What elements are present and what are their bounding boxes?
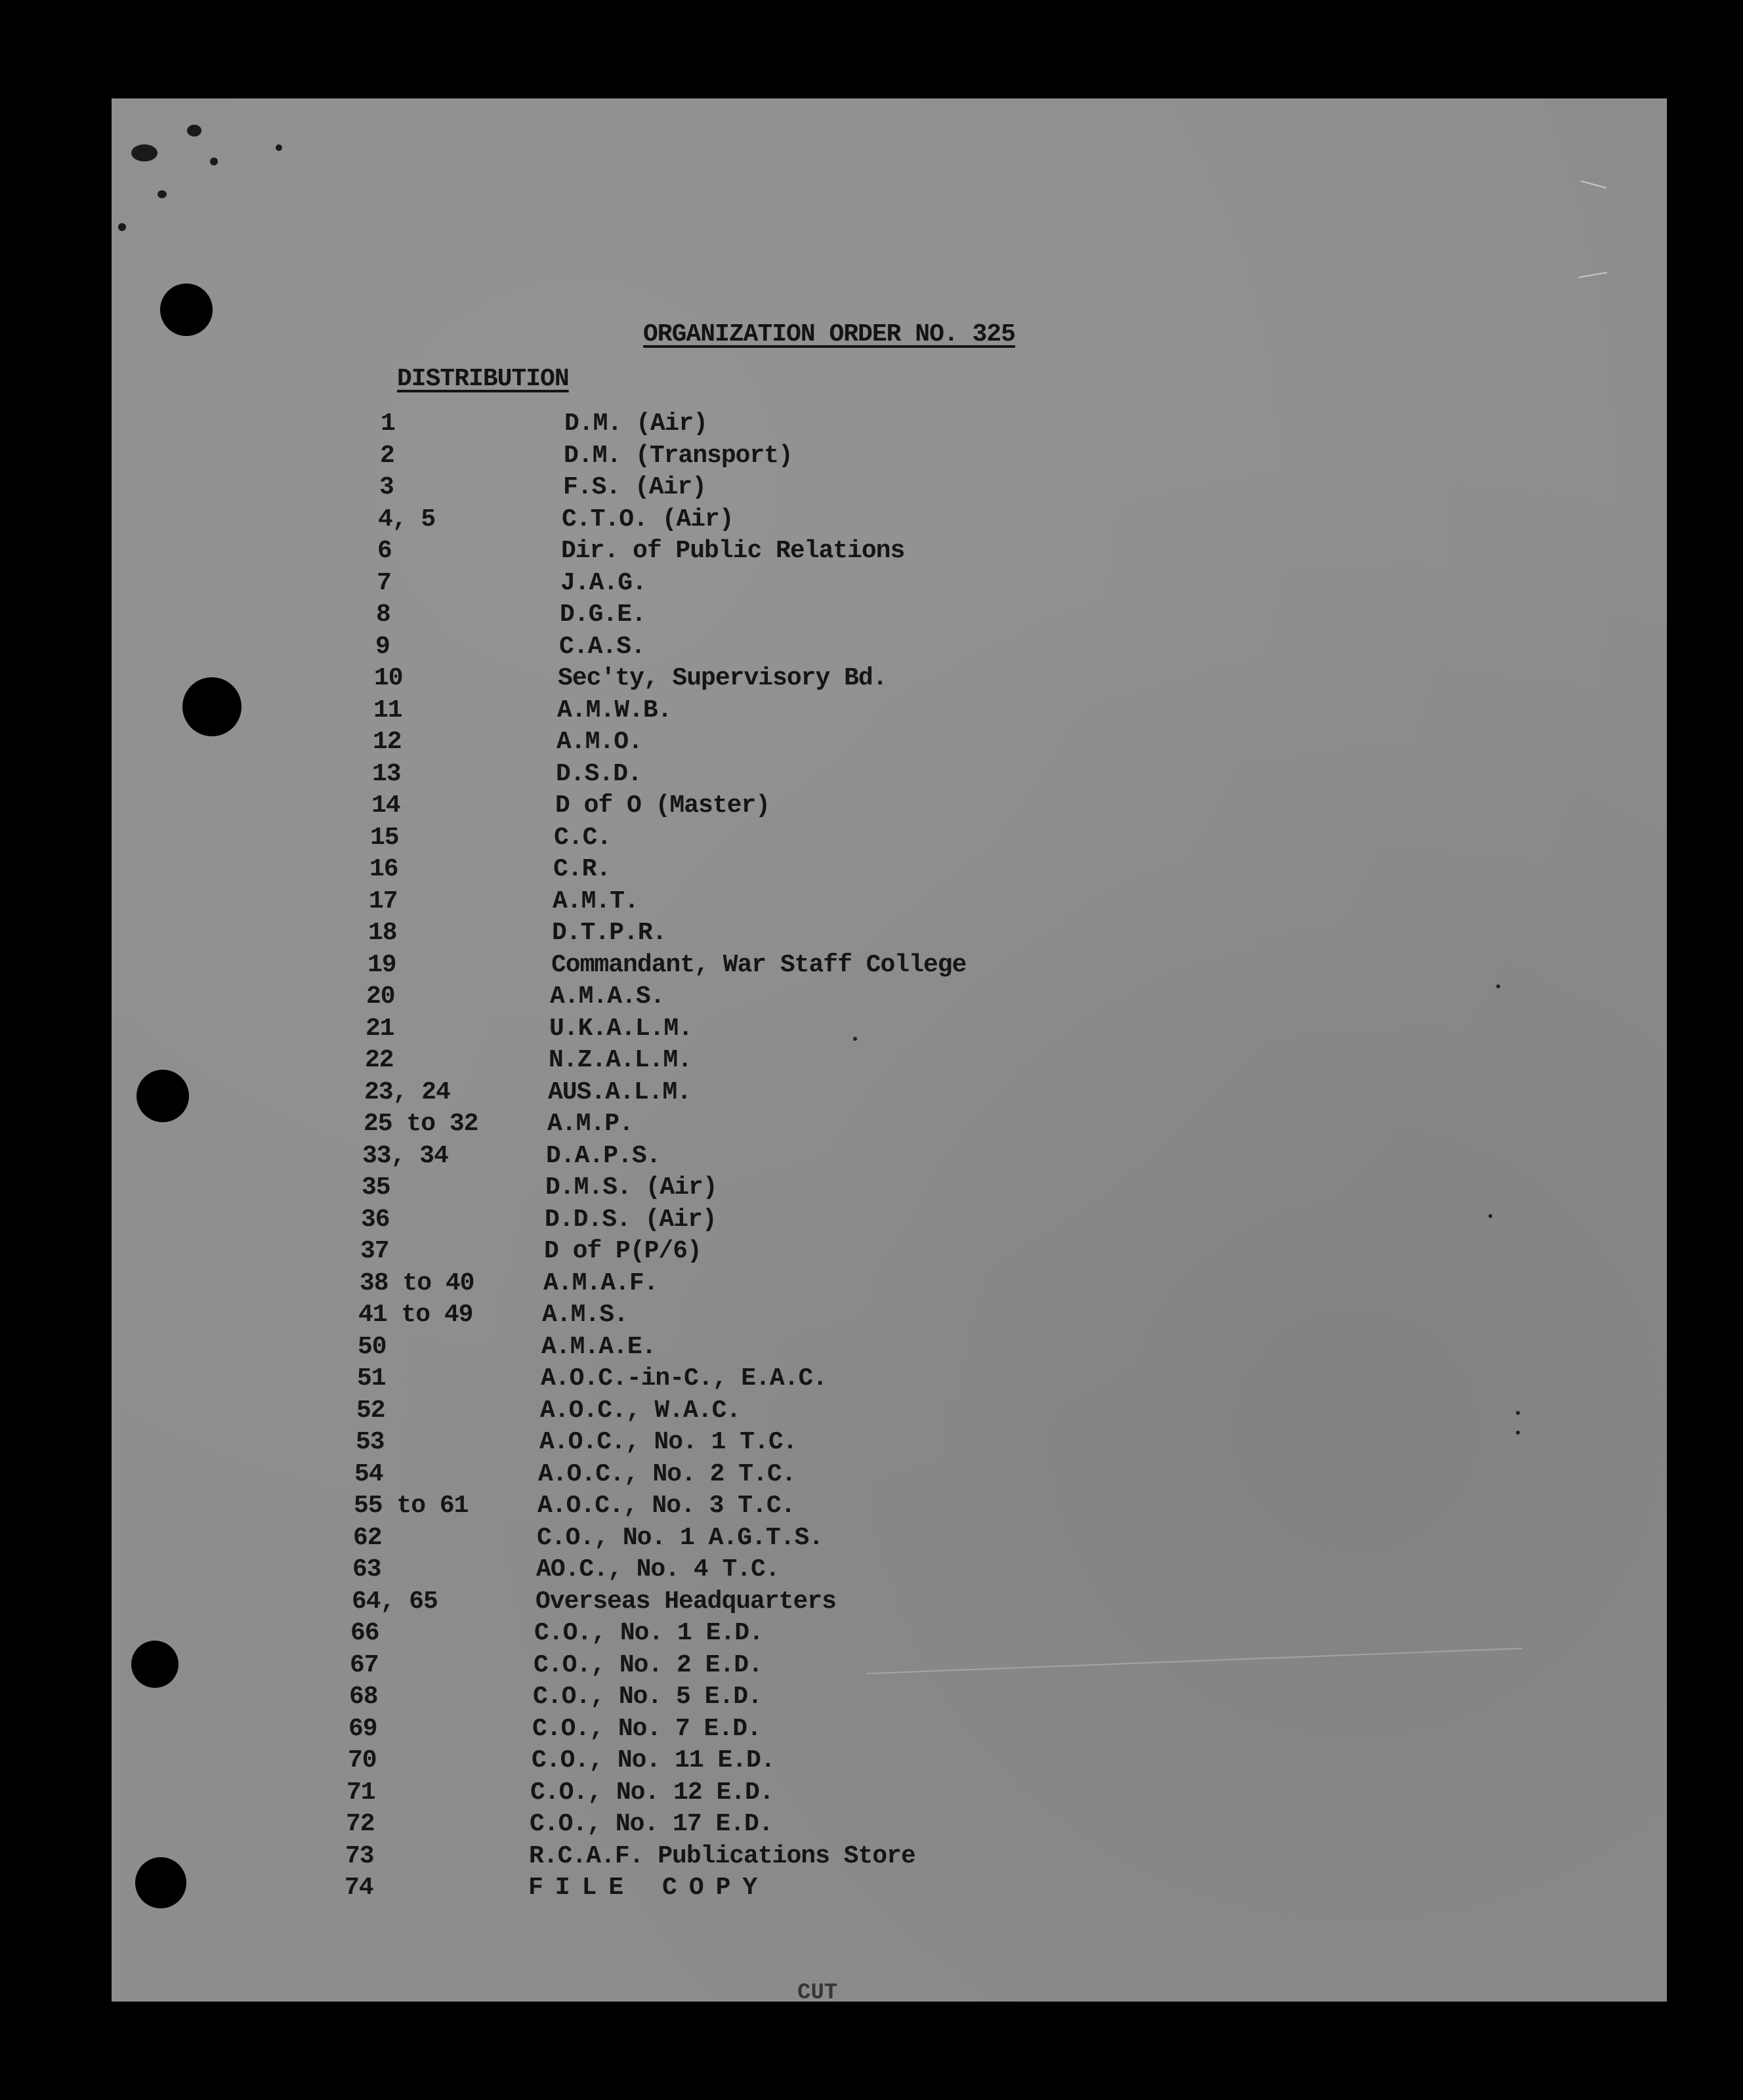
- distribution-row: [364, 536, 1418, 568]
- copy-numbers: 4, 5: [378, 505, 436, 534]
- recipient: A.O.C., W.A.C.: [540, 1396, 741, 1425]
- recipient: A.M.A.F.: [543, 1269, 658, 1297]
- distribution-row: [361, 663, 1418, 695]
- recipient: A.M.A.E.: [541, 1332, 656, 1361]
- copy-numbers: 6: [377, 537, 392, 565]
- copy-numbers: 12: [373, 728, 402, 756]
- distribution-row: [335, 1745, 1418, 1777]
- copy-numbers: 37: [360, 1237, 389, 1265]
- recipient: C.A.S.: [559, 632, 645, 661]
- copy-numbers: 52: [356, 1396, 385, 1425]
- speck: [1516, 1411, 1520, 1415]
- punch-hole-5: [135, 1857, 186, 1908]
- recipient: A.O.C.-in-C., E.A.C.: [541, 1364, 828, 1393]
- copy-numbers: 72: [346, 1810, 375, 1838]
- distribution-row: [341, 1490, 1418, 1522]
- distribution-row: [368, 408, 1418, 440]
- ink-smudge: [158, 190, 167, 198]
- copy-numbers: 17: [369, 887, 398, 915]
- distribution-row: [351, 1077, 1418, 1109]
- distribution-row: [337, 1618, 1418, 1650]
- recipient: D.T.P.R.: [552, 919, 667, 947]
- copy-numbers: 15: [370, 823, 399, 852]
- punch-hole-1: [160, 284, 213, 336]
- recipient: C.R.: [553, 855, 611, 883]
- distribution-row: [345, 1332, 1418, 1364]
- recipient: A.M.W.B.: [557, 696, 672, 724]
- copy-numbers: 22: [365, 1046, 394, 1074]
- ink-smudge: [276, 144, 282, 151]
- copy-numbers: 11: [373, 696, 402, 724]
- recipient: AUS.A.L.M.: [548, 1078, 692, 1106]
- distribution-row: [367, 440, 1418, 472]
- copy-numbers: 73: [345, 1841, 374, 1870]
- document-title: ORGANIZATION ORDER NO. 325: [643, 320, 1015, 348]
- recipient: C.O., No. 5 E.D.: [533, 1683, 762, 1711]
- copy-numbers: 3: [379, 473, 394, 501]
- recipient: A.O.C., No. 3 T.C.: [537, 1492, 795, 1520]
- copy-numbers: 66: [350, 1619, 379, 1647]
- distribution-row: [343, 1427, 1418, 1459]
- copy-numbers: 10: [374, 664, 403, 692]
- recipient: D.M.S. (Air): [545, 1173, 717, 1202]
- copy-numbers: 55 to 61: [354, 1492, 469, 1520]
- copy-numbers: 69: [348, 1714, 377, 1743]
- recipient: Sec'ty, Supervisory Bd.: [558, 664, 887, 692]
- distribution-row: [339, 1554, 1418, 1586]
- distribution-row: [362, 631, 1418, 663]
- recipient: C.O., No. 7 E.D.: [532, 1714, 761, 1743]
- recipient: A.M.O.: [556, 728, 642, 756]
- copy-numbers: 23, 24: [364, 1078, 450, 1106]
- recipient: AO.C., No. 4 T.C.: [536, 1555, 780, 1584]
- distribution-row: [350, 1108, 1418, 1141]
- distribution-list: [345, 408, 1418, 1904]
- distribution-row: [352, 1013, 1418, 1045]
- distribution-row: [360, 695, 1418, 727]
- copy-numbers: 16: [369, 855, 398, 883]
- copy-numbers: 63: [352, 1555, 381, 1584]
- copy-numbers: 38 to 40: [360, 1269, 474, 1297]
- copy-numbers: 19: [368, 950, 396, 979]
- distribution-row: [348, 1204, 1418, 1236]
- recipient: R.C.A.F. Publications Store: [529, 1841, 915, 1870]
- recipient: D.A.P.S.: [546, 1141, 661, 1170]
- distribution-row: [353, 981, 1418, 1013]
- copy-numbers: 62: [353, 1523, 382, 1552]
- copy-numbers: 18: [368, 919, 397, 947]
- distribution-row: [345, 1299, 1418, 1332]
- section-heading: DISTRIBUTION: [397, 365, 569, 393]
- distribution-row: [332, 1841, 1418, 1873]
- recipient: F.S. (Air): [563, 473, 707, 501]
- recipient: D.G.E.: [560, 600, 646, 629]
- recipient: C.O., No. 1 A.G.T.S.: [537, 1523, 824, 1552]
- punch-hole-2: [182, 677, 242, 736]
- copy-numbers: 74: [345, 1874, 373, 1902]
- ink-smudge: [131, 144, 158, 161]
- recipient: Overseas Headquarters: [536, 1587, 836, 1616]
- distribution-row: [344, 1363, 1418, 1395]
- copy-numbers: 33, 34: [362, 1141, 448, 1170]
- scratch: [1578, 272, 1607, 278]
- copy-numbers: 8: [376, 600, 390, 629]
- recipient: D of P(P/6): [544, 1237, 702, 1265]
- recipient: Commandant, War Staff College: [551, 950, 967, 979]
- recipient: FILE COPY: [528, 1874, 770, 1902]
- recipient: A.M.S.: [542, 1301, 628, 1329]
- copy-numbers: 67: [350, 1650, 379, 1679]
- distribution-row: [335, 1713, 1418, 1746]
- distribution-row: [364, 568, 1418, 600]
- distribution-row: [331, 1872, 1418, 1904]
- recipient: A.M.T.: [553, 887, 639, 915]
- punch-hole-3: [136, 1070, 189, 1122]
- copy-numbers: 7: [377, 568, 391, 597]
- copy-numbers: 51: [357, 1364, 386, 1393]
- distribution-row: [343, 1395, 1418, 1427]
- copy-numbers: 41 to 49: [358, 1301, 473, 1329]
- recipient: D.S.D.: [556, 759, 642, 788]
- copy-numbers: 21: [366, 1014, 394, 1043]
- distribution-row: [333, 1777, 1418, 1809]
- ink-smudge: [187, 125, 201, 136]
- copy-numbers: 20: [366, 982, 395, 1011]
- recipient: C.C.: [554, 823, 612, 852]
- copy-numbers: 13: [372, 759, 401, 788]
- distribution-row: [347, 1236, 1418, 1268]
- copy-numbers: 64, 65: [352, 1587, 438, 1616]
- recipient: A.O.C., No. 1 T.C.: [539, 1428, 797, 1456]
- distribution-row: [357, 822, 1418, 854]
- distribution-row: [352, 1045, 1418, 1077]
- speck: [1488, 1214, 1492, 1218]
- distribution-row: [356, 886, 1418, 918]
- recipient: D of O (Master): [555, 791, 770, 820]
- recipient: C.O., No. 17 E.D.: [530, 1810, 773, 1838]
- punch-hole-4: [131, 1641, 178, 1688]
- recipient: U.K.A.L.M.: [549, 1014, 693, 1043]
- distribution-row: [337, 1650, 1418, 1682]
- recipient: A.O.C., No. 2 T.C.: [538, 1460, 796, 1488]
- copy-numbers: 25 to 32: [364, 1110, 478, 1138]
- ink-smudge: [118, 223, 126, 231]
- recipient: A.M.P.: [547, 1110, 633, 1138]
- distribution-row: [356, 854, 1418, 886]
- copy-numbers: 36: [361, 1205, 390, 1234]
- copy-numbers: 53: [356, 1428, 385, 1456]
- copy-numbers: 2: [380, 441, 394, 470]
- copy-numbers: 35: [362, 1173, 390, 1202]
- copy-numbers: 9: [375, 632, 390, 661]
- recipient: C.O., No. 12 E.D.: [530, 1778, 774, 1807]
- distribution-row: [336, 1681, 1418, 1713]
- distribution-row: [349, 1141, 1418, 1173]
- recipient: C.O., No. 11 E.D.: [532, 1746, 775, 1774]
- copy-numbers: 1: [381, 410, 395, 438]
- distribution-row: [339, 1586, 1418, 1618]
- distribution-row: [363, 599, 1418, 631]
- ink-smudge: [210, 158, 218, 165]
- distribution-row: [348, 1172, 1418, 1204]
- distribution-row: [341, 1459, 1418, 1491]
- distribution-row: [358, 790, 1418, 822]
- footer-mark: CUT: [797, 1981, 838, 2006]
- recipient: J.A.G.: [560, 568, 646, 597]
- distribution-row: [346, 1268, 1418, 1300]
- distribution-row: [333, 1809, 1418, 1841]
- copy-numbers: 71: [346, 1778, 375, 1807]
- recipient: C.O., No. 1 E.D.: [534, 1619, 763, 1647]
- distribution-row: [355, 917, 1418, 950]
- recipient: Dir. of Public Relations: [561, 537, 905, 565]
- recipient: A.M.A.S.: [550, 982, 665, 1011]
- distribution-row: [366, 472, 1418, 504]
- distribution-row: [359, 759, 1418, 791]
- recipient: D.M. (Transport): [564, 441, 793, 470]
- recipient: D.M. (Air): [564, 410, 708, 438]
- distribution-row: [360, 726, 1418, 759]
- distribution-row: [340, 1522, 1418, 1555]
- recipient: C.T.O. (Air): [562, 505, 734, 534]
- distribution-row: [365, 504, 1418, 536]
- copy-numbers: 68: [349, 1683, 378, 1711]
- scratch: [1580, 180, 1606, 188]
- copy-numbers: 70: [348, 1746, 377, 1774]
- copy-numbers: 14: [371, 791, 400, 820]
- recipient: C.O., No. 2 E.D.: [534, 1650, 763, 1679]
- copy-numbers: 54: [354, 1460, 383, 1488]
- speck: [1496, 984, 1500, 988]
- recipient: D.D.S. (Air): [545, 1205, 717, 1234]
- distribution-row: [354, 950, 1418, 982]
- copy-numbers: 50: [358, 1332, 387, 1361]
- speck: [1516, 1431, 1520, 1435]
- recipient: N.Z.A.L.M.: [549, 1046, 692, 1074]
